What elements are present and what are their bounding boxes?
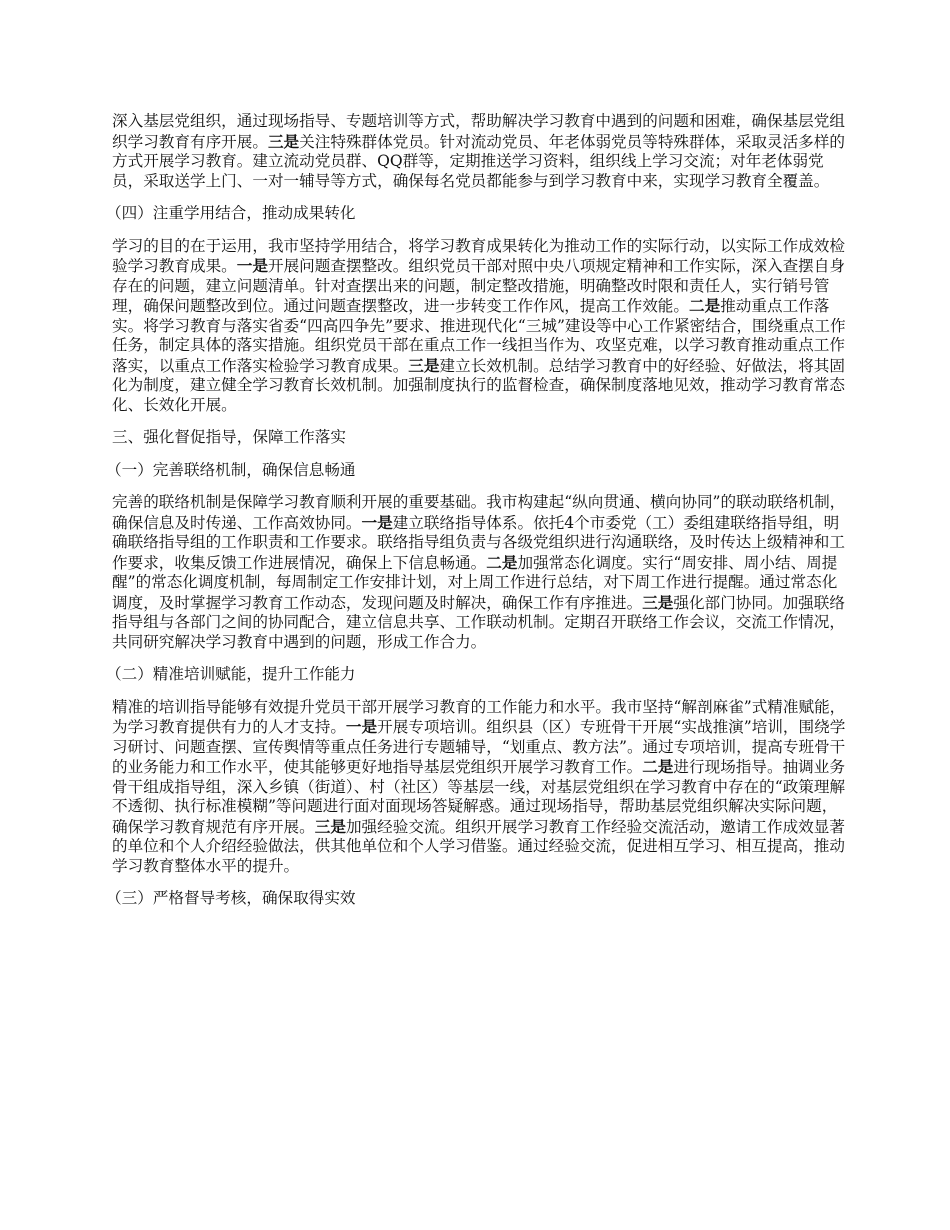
text-segment: 开展问题查摆整改。组织党员干部对照中央八项规定精神和工作实际，深入查摆自身存在的问题，建立问题清单。针对查摆出来的问题，制定整改措施，明确整改时限和责任人，实行销号管理，确保问题整改到位。通过问题查摆整改，进一步转变工作作风，提高工作效能。 [112,257,845,315]
subheading-four: （四）注重学用结合，推动成果转化 [106,204,356,222]
bold-marker-second: 二是 [688,296,721,315]
bold-marker-first: 一是 [345,717,378,736]
text-segment: 强化部门协同。加强联络指导组与各部门之间的协同配合，建立信息共享、工作联动机制。定期召开联络工作会议，交流工作情况，共同研究解决学习教育中遇到的问题，形成工作合力。 [112,593,845,651]
paragraph-learning-application [112,237,852,416]
bold-marker-third: 三是 [408,355,440,375]
paragraph-liaison-mechanism [112,493,852,652]
bold-marker-first: 一是 [236,256,268,275]
paragraph-grassroots-guidance [112,112,852,191]
text-segment: 关注特殊群体党员。针对流动党员、年老体弱党员等特殊群体，采取灵活多样的方式开展学习教育。建立流动党员群、QQ群等，定期推送学习资料，组织线上学习交流；对年老体弱党员，采取送学上门、一对一辅导等方式，确保每名党员都能参与到学习教育中来，实现学习教育全覆盖。 [112,132,845,190]
bold-marker-third: 三是 [642,592,674,612]
text-segment: 精准的培训指导能够有效提升党员干部开展学习教育的工作能力和水平。我市坚持“解剖麻雀”式精准赋能，为学习教育提供有力的人才支持。 [112,697,846,736]
bold-marker-second: 二是 [486,552,518,572]
document-page [106,112,852,922]
text-segment: 加强常态化调度。实行“周安排、周小结、周提醒”的常态化调度机制，每周制定工作安排计划，对上周工作进行总结，对下周工作进行提醒。通过常态化调度，及时掌握学习教育工作动态，发现问题及时解决，确保工作有序推进。 [112,553,838,612]
bold-marker-third: 三是 [267,131,300,151]
text-segment: 建立长效机制。总结学习教育中的好经验、好做法，将其固化为制度，建立健全学习教育长效机制。加强制度执行的监督检查，确保制度落地见效，推动学习教育常态化、长效化开展。 [112,356,845,414]
text-segment: 完善的联络机制是保障学习教育顺利开展的重要基础。我市构建起“纵向贯通、横向协同”的联动联络机制，确保信息及时传递、工作高效协同。 [112,493,846,532]
text-segment: 推动重点工作落实。将学习教育与落实省委“四高四争先”要求、推进现代化“三城”建设等中心工作紧密结合，围绕重点工作任务，制定具体的落实措施。组织党员干部在重点工作一线担当作为、攻坚克难，以学习教育推动重点工作落实，以重点工作落实检验学习教育成果。 [112,297,846,375]
bold-marker-third: 三是 [314,816,346,836]
bold-marker-second: 二是 [642,757,674,776]
subheading-three: （三）严格督导考核，确保取得实效 [106,889,356,907]
text-segment: 建立联络指导体系。依托4个市委党（工）委组建联络指导组，明确联络指导组的工作职责和工作要求。联络指导组负责与各级党组织进行沟通联络，及时传达上级精神和工作要求，收集反馈工作进展情况，确保上下信息畅通。 [112,513,845,572]
text-segment: 学习的目的在于运用，我市坚持学用结合，将学习教育成果转化为推动工作的实际行动，以实际工作成效检验学习教育成果。 [112,236,845,275]
subheading-two: （二）精准培训赋能，提升工作能力 [106,665,356,683]
paragraph-precision-training [112,698,852,877]
text-segment: 深入基层党组织，通过现场指导、专题培训等方式，帮助解决学习教育中遇到的问题和困难，确保基层党组织学习教育有序开展。 [112,112,845,151]
text-segment: 进行现场指导。抽调业务骨干组成指导组，深入乡镇（街道）、村（社区）等基层一线，对基层党组织在学习教育中存在的“政策理解不透彻、执行标准模糊”等问题进行面对面现场答疑解惑。通过现场指导，帮助基层党组织解决实际问题，确保学习教育规范有序开展。 [112,758,846,836]
section-heading-three: 三、强化督促指导，保障工作落实 [112,428,346,446]
text-segment: 加强经验交流。组织开展学习教育工作经验交流活动，邀请工作成效显著的单位和个人介绍经验做法，供其他单位和个人学习借鉴。通过经验交流，促进相互学习、相互提高，推动学习教育整体水平的提升。 [112,817,845,875]
text-segment: 开展专项培训。组织县（区）专班骨干开展“实战推演”培训，围绕学习研讨、问题查摆、宣传舆情等重点任务进行专题辅导，“划重点、教方法”。通过专项培训，提高专班骨干的业务能力和工作水平，使其能够更好地指导基层党组织开展学习教育工作。 [112,718,846,776]
bold-marker-first: 一是 [361,512,393,532]
subheading-one: （一）完善联络机制，确保信息畅通 [106,460,356,479]
